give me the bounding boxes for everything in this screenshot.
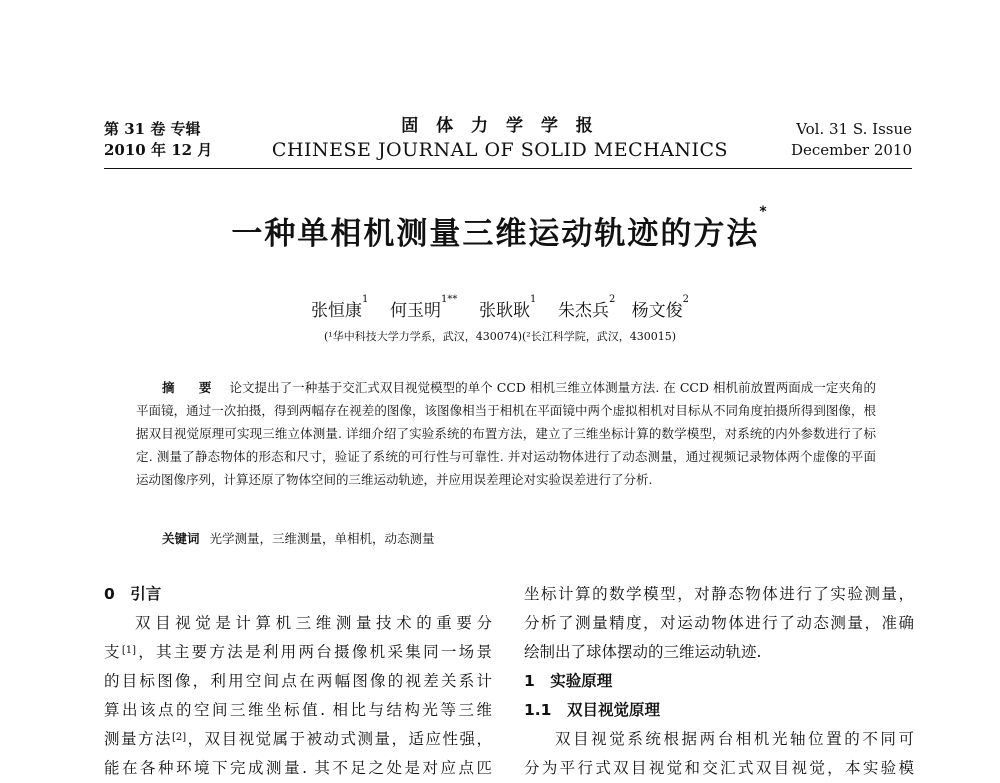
keywords bbox=[162, 529, 435, 547]
header-rule bbox=[104, 168, 912, 169]
citation: [1] bbox=[121, 645, 136, 656]
date-label-en: December 2010 bbox=[791, 141, 912, 159]
author: 何玉明$^{1**}$ bbox=[390, 294, 458, 321]
paragraph-line: 双目视觉是计算机三维测量技术的重要分 bbox=[135, 614, 492, 632]
paper-title-text: 一种单相机测量三维运动轨迹的方法 bbox=[231, 216, 760, 252]
section-heading-1-1: 1.1 双目视觉原理 bbox=[524, 701, 660, 719]
journal-name bbox=[260, 114, 740, 162]
date-label: 2010 年 12 月 bbox=[104, 141, 213, 159]
author: 张耿耿$^1$ bbox=[479, 294, 537, 321]
author: 杨文俊$^2$ bbox=[631, 294, 689, 321]
keywords-text: 光学测量，三维测量，单相机，动态测量 bbox=[209, 531, 435, 546]
section-heading-1: 1 实验原理 bbox=[524, 672, 613, 690]
paragraph-line: 能在各种环境下完成测量. 其不足之处是对应点匹 bbox=[104, 759, 492, 777]
paragraph-line: 测量方法[2]，双目视觉属于被动式测量，适应性强， bbox=[104, 730, 492, 748]
volume-label-en: Vol. 31 S. Issue bbox=[796, 120, 912, 138]
paper-title bbox=[0, 204, 1000, 253]
citation: [2] bbox=[171, 732, 187, 743]
author-list bbox=[0, 296, 1000, 321]
paragraph-line: 分析了测量精度，对运动物体进行了动态测量，准确 bbox=[524, 614, 914, 632]
paragraph-line: 双目视觉系统根据两台相机光轴位置的不同可 bbox=[555, 730, 914, 748]
section-heading-intro: 0 引言 bbox=[104, 585, 162, 603]
author: 朱杰兵$^2$ bbox=[558, 294, 616, 321]
paragraph-line: 绘制出了球体摆动的三维运动轨迹. bbox=[524, 643, 762, 661]
abstract bbox=[136, 376, 876, 491]
journal-name-cn: 固 体 力 学 学 报 bbox=[401, 116, 599, 136]
keywords-label: 关键词 bbox=[162, 531, 200, 546]
journal-name-en: CHINESE JOURNAL OF SOLID MECHANICS bbox=[271, 139, 729, 161]
left-column bbox=[104, 580, 492, 783]
affiliation: (¹华中科技大学力学系，武汉，430074)(²长江科学院，武汉，430015) bbox=[324, 330, 676, 343]
paragraph-line: 的目标图像，利用空间点在两幅图像的视差关系计 bbox=[104, 672, 492, 690]
paragraph-line: 算出该点的空间三维坐标值. 相比与结构光等三维 bbox=[104, 701, 492, 719]
abstract-label: 摘 要 bbox=[162, 380, 222, 395]
abstract-text: 论文提出了一种基于交汇式双目视觉模型的单个 CCD 相机三维立体测量方法. 在 CCD 相机前放置两面成一定夹角的平面镜，通过一次拍摄，得到两幅存在视差的图像，该图像相当于相机在平面镜中两个虚拟相机对目标从不同角度拍摄所得到图像，根据双目视觉原理可实现三维立体测量. 详细介绍了实验系统的布置方法，建立了三维坐标计算的数学模型，对系统的内外参数进行了标定. 测量了静态物体的形态和尺寸，验证了系统的可行性与可靠性. 并对运动物体进行了动态测量，通过视频记录物体两个虚像的平面运动图像序列，计算还原了物体空间的三维运动轨迹，并应用误差理论对实验误差进行了分析. bbox=[136, 380, 876, 487]
paragraph-line: 分为平行式双目视觉和交汇式双目视觉，本实验模 bbox=[524, 759, 914, 777]
title-footnote-mark: * bbox=[759, 204, 769, 220]
paragraph-line: 坐标计算的数学模型，对静态物体进行了实验测量， bbox=[524, 585, 914, 603]
issue-info-en bbox=[791, 119, 912, 161]
issue-info bbox=[104, 119, 212, 161]
volume-label: 第 31 卷 专辑 bbox=[104, 120, 201, 138]
paragraph-line: 支[1]，其主要方法是利用两台摄像机采集同一场景 bbox=[104, 643, 492, 661]
author: 张恒康$^1$ bbox=[311, 294, 369, 321]
right-column bbox=[524, 580, 914, 783]
